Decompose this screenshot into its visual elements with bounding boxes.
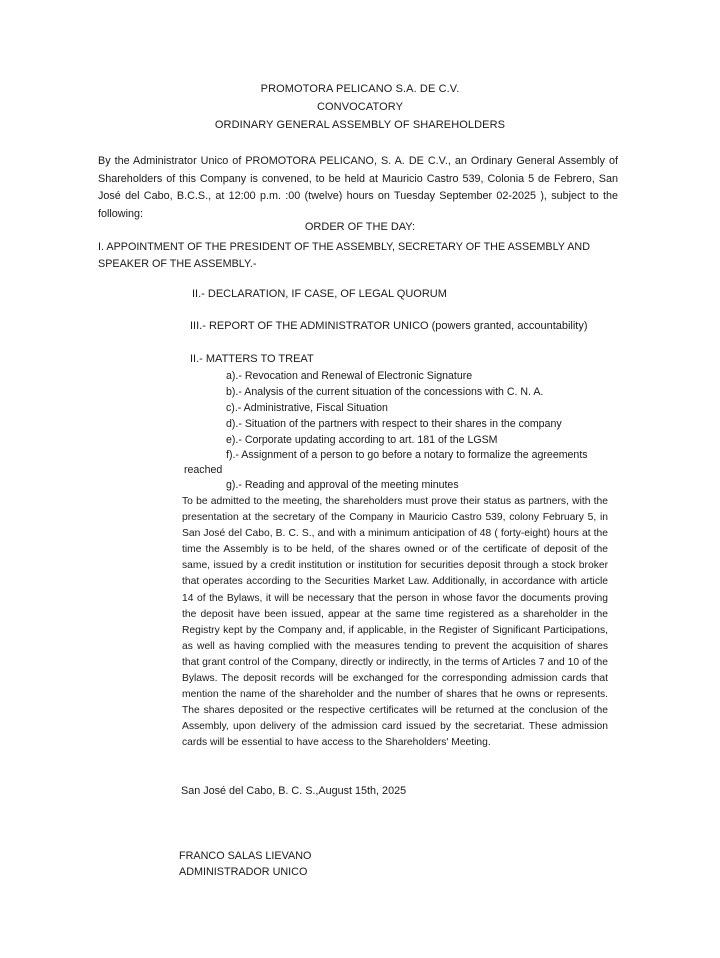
agenda-item-2: II.- DECLARATION, IF CASE, OF LEGAL QUORUM [192, 288, 447, 300]
sub-item-f: f).- Assignment of a person to go before a notary to formalize the agreements [226, 449, 588, 461]
agenda-item-3: III.- REPORT OF THE ADMINISTRATOR UNICO (powers granted, accountability) [190, 320, 588, 332]
sub-item-f-continuation: reached [184, 464, 223, 476]
sub-item-d: d).- Situation of the partners with respect to their shares in the company [226, 418, 562, 430]
document-type: CONVOCATORY [316, 101, 404, 113]
admission-requirements-paragraph: To be admitted to the meeting, the shareholders must prove their status as partners, with the presentation at the secretary of the Company in Mauricio Castro 539, colony February 5, in San José del Cabo, B. C. S., and with a minimum anticipation of 48 ( forty-eight) hours at the time the Assembly is to be held, of the shares owned or of the certificate of deposit of the same, issued by a credit institution or institution for securities deposit through a stock broker that operates according to the Securities Market Law. Additionally, in accordance with article 14 of the Bylaws, it will be necessary that the person in whose favor the documents proving the deposit have been issued, appear at the same time registered as a shareholder in the Registry kept by the Company and, if applicable, in the Register of Significant Participations, as well as having complied with the measures tending to prevent the acquisition of shares that grant control of the Company, directly or indirectly, in the terms of Articles 7 and 10 of the Bylaws. The deposit records will be exchanged for the corresponding admission cards that mention the name of the shareholder and the number of shares that he owns or represents. The shares deposited or the respective certificates will be returned at the conclusion of the Assembly, upon delivery of the admission card issued by the secretariat. These admission cards will be essential to have access to the Shareholders' Meeting. [182, 496, 608, 749]
place-and-date: San José del Cabo, B. C. S.,August 15th, 2025 [181, 785, 407, 797]
sub-item-e: e).- Corporate updating according to art. 181 of the LGSM [226, 434, 498, 446]
company-title: PROMOTORA PELICANO S.A. DE C.V. [260, 83, 460, 95]
sub-item-b: b).- Analysis of the current situation of the concessions with C. N. A. [226, 386, 544, 398]
sub-item-a: a).- Revocation and Renewal of Electronic Signature [226, 370, 473, 382]
assembly-title: ORDINARY GENERAL ASSEMBLY OF SHAREHOLDERS [214, 119, 506, 131]
signatory-name: FRANCO SALAS LIEVANO [179, 850, 312, 862]
order-of-the-day-title: ORDER OF THE DAY: [304, 221, 416, 233]
intro-paragraph: By the Administrator Unico of PROMOTORA PELICANO, S. A. DE C.V., an Ordinary General Assembly of Shareholders of this Company is convened, to be held at Mauricio Castro 539, Colonia 5 de Febrero, San José del Cabo, B.C.S., at 12:00 p.m. :00 (twelve) hours on Tuesday September 02-2025 ), subject to the following: [98, 155, 618, 220]
agenda-item-1: I. APPOINTMENT OF THE PRESIDENT OF THE ASSEMBLY, SECRETARY OF THE ASSEMBLY AND SPEAKER OF THE ASSEMBLY.- [98, 241, 590, 270]
signatory-title: ADMINISTRADOR UNICO [179, 866, 308, 878]
sub-item-c: c).- Administrative, Fiscal Situation [226, 402, 388, 414]
sub-item-g: g).- Reading and approval of the meeting minutes [226, 479, 459, 491]
agenda-item-4: II.- MATTERS TO TREAT [190, 353, 314, 365]
